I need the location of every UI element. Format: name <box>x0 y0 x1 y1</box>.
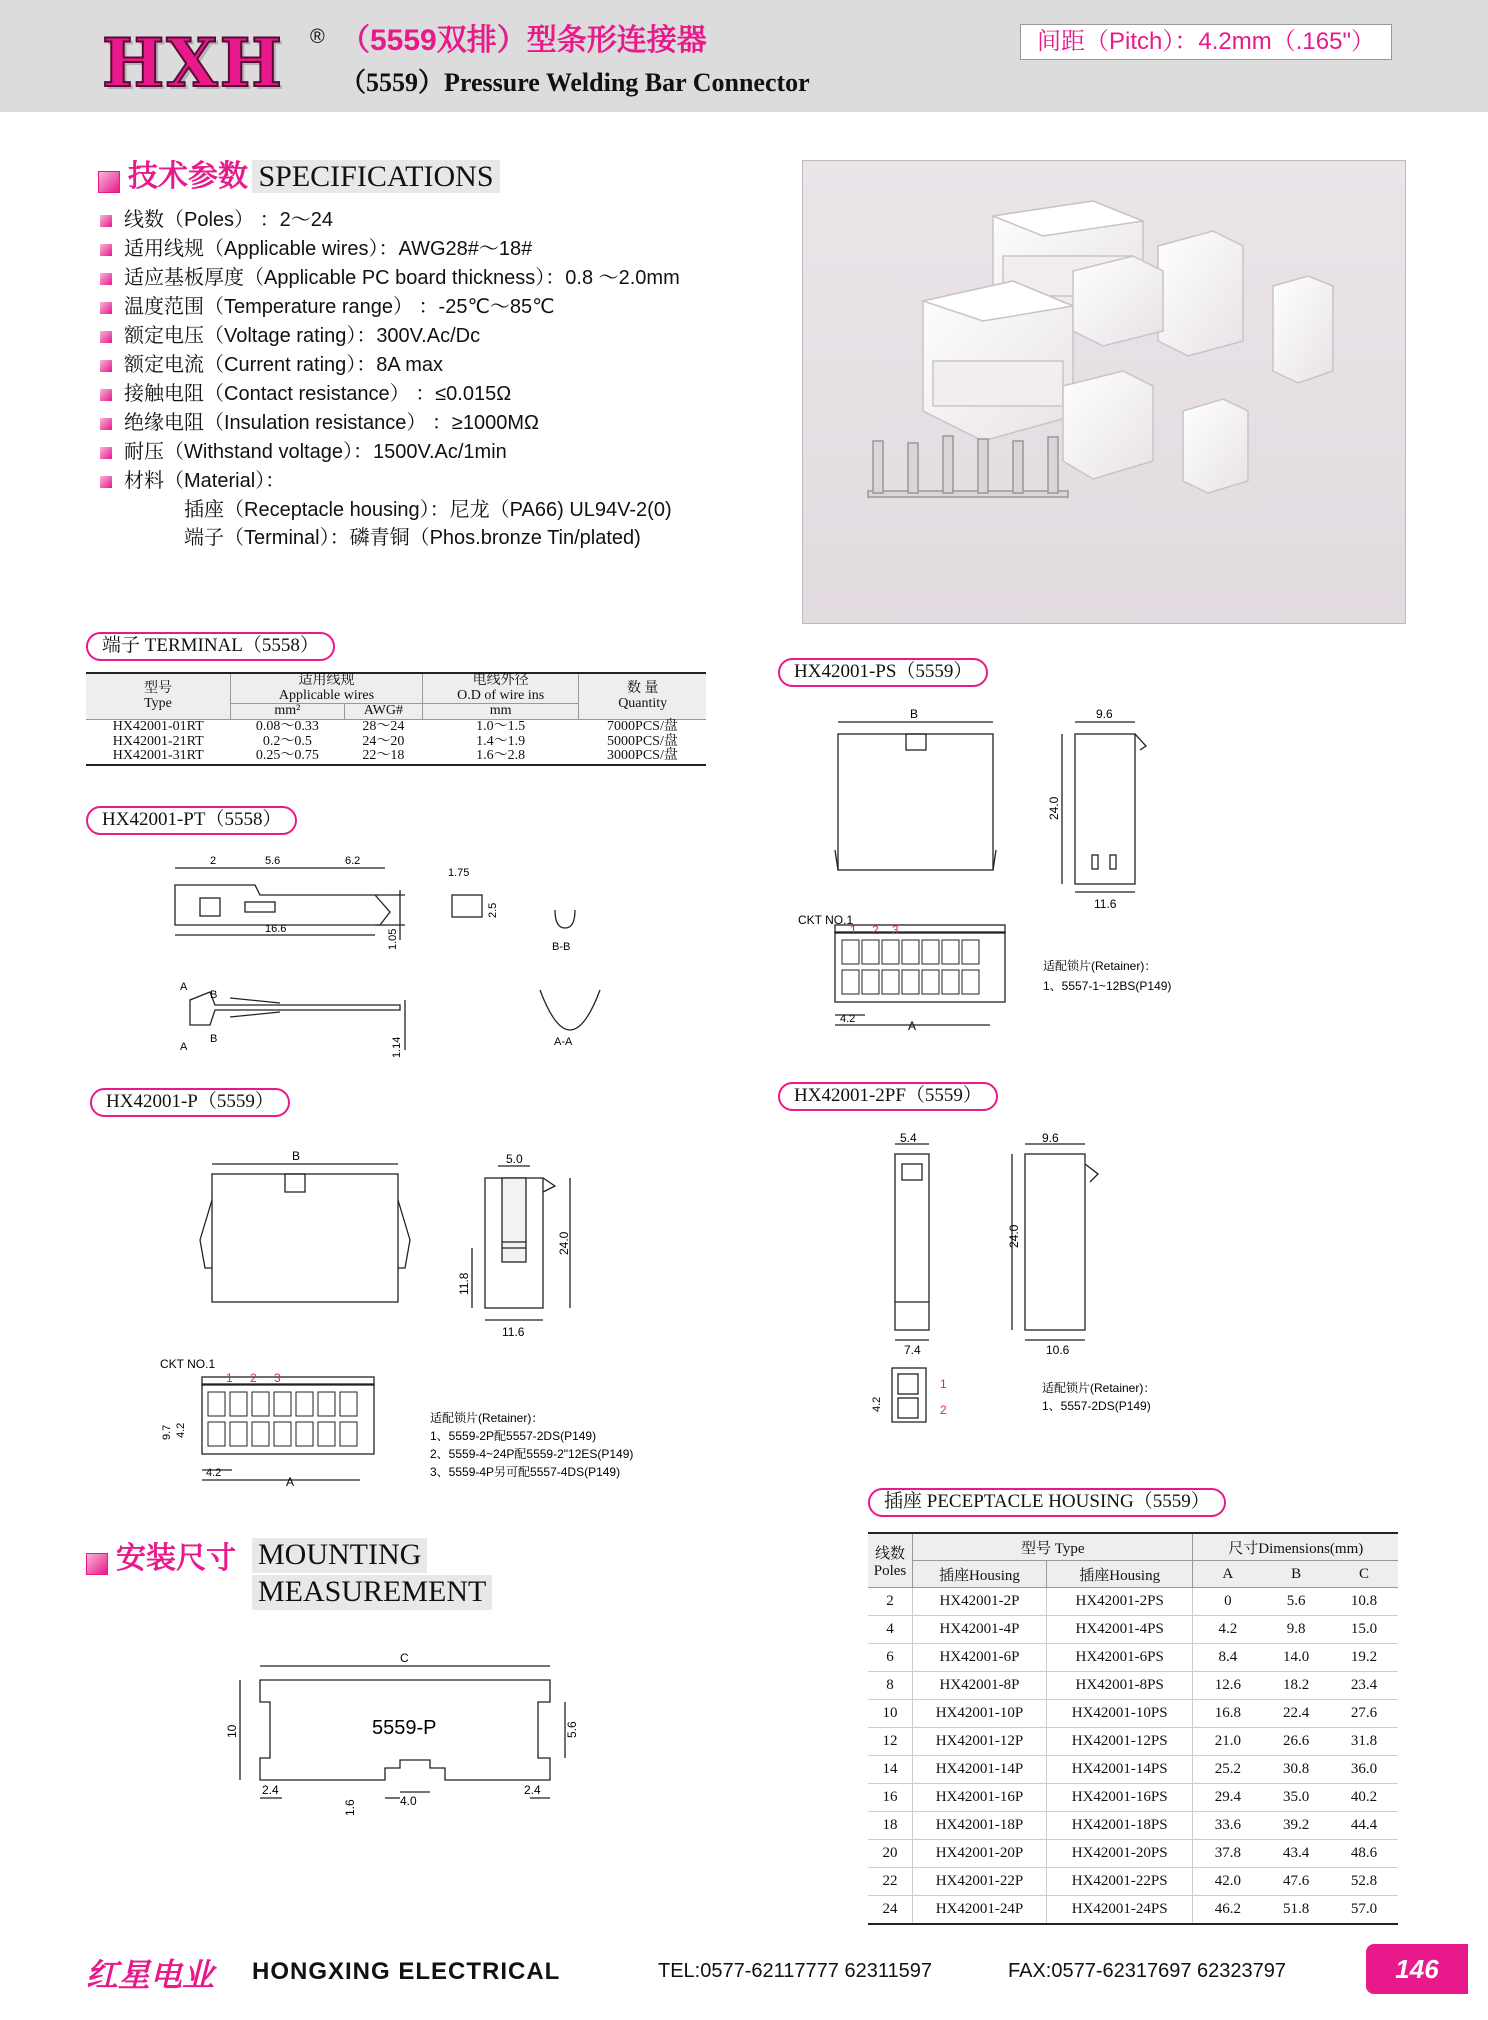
hxh-logo: HXH <box>102 24 284 102</box>
terminal-label: 端子 TERMINAL（5558） <box>86 632 335 661</box>
ckt-label: CKT NO.1 <box>798 913 854 927</box>
bullet-icon <box>100 476 112 488</box>
pin-number: 1 <box>226 1371 233 1385</box>
dim-label: 16.6 <box>265 923 287 935</box>
mount-heading-en2: MEASUREMENT <box>252 1575 492 1610</box>
dim-label: 5.6 <box>265 855 281 867</box>
table-cell: 46.2 <box>1214 1901 1241 1917</box>
col-wires: 适用线规 Applicable wires <box>231 673 423 704</box>
spec-item: 适应基板厚度（Applicable PC board thickness）：0.8 ～2.0mm <box>100 268 680 288</box>
spec-item: 绝缘电阻（Insulation resistance） ：≥1000MΩ <box>100 413 539 433</box>
retainer-item: 1、5557-1~12BS(P149) <box>1043 979 1172 993</box>
table-cell: HX42001-2P <box>913 1588 1047 1616</box>
table-cell: 37.8 <box>1214 1845 1241 1861</box>
p-drawing <box>150 1130 710 1500</box>
pin-number: 2 <box>250 1371 257 1385</box>
table-cell: 42.0 <box>1214 1873 1241 1889</box>
pf-drawing <box>850 1130 1250 1430</box>
col-type: 型号 Type <box>913 1533 1193 1561</box>
bullet-icon <box>100 273 112 285</box>
spec-item: 额定电压（Voltage rating）：300V.Ac/Dc <box>100 326 480 346</box>
col-mm: mm <box>422 704 578 720</box>
table-row <box>868 1756 1398 1784</box>
table-row <box>868 1644 1398 1672</box>
table-cell: 10 <box>868 1700 913 1728</box>
dim-label: 4.2 <box>206 1467 222 1479</box>
ps-drawing <box>790 700 1220 1040</box>
ps-cavity-grid <box>842 940 979 994</box>
table-cell: 18 <box>868 1812 913 1840</box>
col-housing-p: 插座Housing <box>913 1561 1047 1588</box>
dim-label: 5.0 <box>506 1152 523 1166</box>
dim-label: 11.6 <box>1094 897 1117 911</box>
section-marker: A <box>180 981 188 993</box>
dim-label: 9.6 <box>1042 1131 1059 1145</box>
col-awg: AWG# <box>344 704 422 720</box>
dim-label: 5.6 <box>565 1721 579 1738</box>
table-cell: 9.8 <box>1286 1621 1306 1637</box>
footer-company-cn: 红星电业 <box>86 1957 215 1993</box>
table-cell: 20 <box>868 1840 913 1868</box>
bullet-icon <box>100 360 112 372</box>
table-cell: 44.4 <box>1350 1817 1378 1833</box>
table-cell: 14.0 <box>1282 1649 1310 1665</box>
dim-label: 2 <box>210 855 217 867</box>
table-cell: 24 <box>868 1896 913 1925</box>
dim-label: 11.6 <box>502 1325 525 1339</box>
table-row: HX42001-01RT 0.08～0.33 28～24 1.0～1.5 7000PCS/盘 <box>112 719 678 735</box>
pin-number: 2 <box>872 923 879 937</box>
dim-label: B <box>910 707 919 721</box>
table-cell: 23.4 <box>1350 1677 1378 1693</box>
section-label: B-B <box>552 941 571 953</box>
table-cell: HX42001-12PS <box>1046 1728 1193 1756</box>
pf-label: HX42001-2PF（5559） <box>778 1082 998 1111</box>
table-cell: HX42001-20PS <box>1046 1840 1193 1868</box>
table-cell: 22 <box>868 1868 913 1896</box>
bullet-icon <box>100 418 112 430</box>
dim-label: 24.0 <box>1007 1224 1021 1248</box>
table-cell: HX42001-18P <box>913 1812 1047 1840</box>
dim-label: 10 <box>225 1724 239 1738</box>
col-od: 电线外径 O.D of wire ins <box>422 673 578 704</box>
table-cell: 15.0 <box>1350 1621 1378 1637</box>
table-cell: HX42001-6PS <box>1046 1644 1193 1672</box>
dim-label: 4.2 <box>175 1422 187 1438</box>
table-cell: 18.2 <box>1282 1677 1310 1693</box>
product-photo <box>802 160 1406 624</box>
spec-item: 额定电流（Current rating）：8A max <box>100 355 443 375</box>
table-cell: HX42001-10PS <box>1046 1700 1193 1728</box>
section-marker: A <box>180 1041 188 1053</box>
dim-label: 2.5 <box>487 902 499 918</box>
table-row <box>868 1672 1398 1700</box>
table-cell: 6 <box>868 1644 913 1672</box>
col-mm2: mm² <box>231 704 345 720</box>
retainer-item: 1、5557-2DS(P149) <box>1042 1399 1151 1413</box>
table-cell: HX42001-6P <box>913 1644 1047 1672</box>
table-cell: 12.6 <box>1214 1677 1241 1693</box>
col-a: A <box>1193 1561 1262 1588</box>
pink-square-icon <box>98 171 120 193</box>
table-cell: 22.4 <box>1282 1705 1310 1721</box>
table-cell: 19.2 <box>1350 1649 1378 1665</box>
retainer-item: 3、5559-4P另可配5557-4DS(P149) <box>430 1465 621 1479</box>
page-number: 146 <box>1366 1944 1468 1994</box>
table-row <box>868 1700 1398 1728</box>
footer-company-en: HONGXING ELECTRICAL <box>252 1958 561 1985</box>
spec-item: 接触电阻（Contact resistance） ：≤0.015Ω <box>100 384 511 404</box>
pt-drawing <box>160 850 620 1070</box>
spec-material-item: 插座（Receptacle housing）：尼龙（PA66) UL94V-2(0) <box>184 499 672 521</box>
dim-label: 24.0 <box>1047 796 1061 820</box>
spec-item: 材料（Material）： <box>100 471 285 491</box>
footer-fax: FAX:0577-62317697 62323797 <box>1008 1960 1287 1982</box>
col-qty: 数 量 Quantity <box>618 680 668 711</box>
table-cell: 8 <box>868 1672 913 1700</box>
mount-part-name: 5559-P <box>372 1717 437 1739</box>
terminal-table <box>86 672 706 766</box>
table-cell: 14 <box>868 1756 913 1784</box>
mount-heading-en1: MOUNTING <box>252 1538 427 1573</box>
dim-label: 10.6 <box>1046 1343 1070 1357</box>
dim-label: 24.0 <box>557 1231 571 1255</box>
table-cell: 35.0 <box>1282 1789 1310 1805</box>
table-cell: HX42001-8P <box>913 1672 1047 1700</box>
table-cell: 5.6 <box>1286 1593 1306 1609</box>
spec-item: 适用线规（Applicable wires）：AWG28#～18# <box>100 239 532 259</box>
pt-label: HX42001-PT（5558） <box>86 806 297 835</box>
col-housing-ps: 插座Housing <box>1046 1561 1193 1588</box>
dim-label: 6.2 <box>345 855 361 867</box>
table-cell: 51.8 <box>1282 1901 1310 1917</box>
table-cell: HX42001-12P <box>913 1728 1047 1756</box>
bullet-icon <box>100 244 112 256</box>
table-cell: HX42001-14P <box>913 1756 1047 1784</box>
table-cell: 36.0 <box>1350 1761 1378 1777</box>
spec-material-item: 端子（Terminal）：磷青铜（Phos.bronze Tin/plated) <box>184 527 641 549</box>
p-cavity-grid <box>208 1392 357 1446</box>
bullet-icon <box>100 331 112 343</box>
table-cell: HX42001-20P <box>913 1840 1047 1868</box>
table-cell: 40.2 <box>1350 1789 1378 1805</box>
col-type: 型号 Type <box>86 673 231 720</box>
spec-item: 耐压（Withstand voltage）：1500V.Ac/1min <box>100 442 507 462</box>
table-cell: HX42001-4PS <box>1046 1616 1193 1644</box>
table-row: HX42001-21RT 0.2～0.5 24～20 1.4～1.9 5000PCS/盘 <box>112 733 678 749</box>
table-cell: 2 <box>868 1588 913 1616</box>
section-marker: B <box>210 989 218 1001</box>
pitch-box: 间距（Pitch）：4.2mm（.165"） <box>1020 24 1392 60</box>
dim-label: 11.8 <box>457 1272 471 1295</box>
table-cell: HX42001-10P <box>913 1700 1047 1728</box>
col-poles: 线数 Poles <box>868 1533 913 1588</box>
table-cell: HX42001-16P <box>913 1784 1047 1812</box>
ps-label: HX42001-PS（5559） <box>778 658 988 687</box>
dim-label: 4.2 <box>871 1396 883 1412</box>
table-cell: 27.6 <box>1350 1705 1378 1721</box>
dim-label: 7.4 <box>904 1343 921 1357</box>
table-cell: HX42001-16PS <box>1046 1784 1193 1812</box>
dim-label: 2.4 <box>524 1783 541 1797</box>
retainer-item: 1、5559-2P配5557-2DS(P149) <box>430 1429 597 1443</box>
retainer-title: 适配锁片(Retainer)： <box>1042 1381 1156 1395</box>
mount-drawing <box>220 1640 600 1830</box>
table-cell: 47.6 <box>1282 1873 1310 1889</box>
connector-photo-illustration <box>803 161 1405 623</box>
table-cell: HX42001-24PS <box>1046 1896 1193 1925</box>
table-cell: 33.6 <box>1214 1817 1241 1833</box>
table-cell: HX42001-18PS <box>1046 1812 1193 1840</box>
bullet-icon <box>100 215 112 227</box>
spec-heading <box>98 160 500 195</box>
table-cell: 31.8 <box>1350 1733 1378 1749</box>
dim-label: A <box>908 1019 917 1033</box>
table-cell: 0 <box>1224 1593 1232 1609</box>
p-label: HX42001-P（5559） <box>90 1088 290 1117</box>
table-cell: 10.8 <box>1350 1593 1378 1609</box>
dim-label: 4.2 <box>840 1013 856 1025</box>
dim-label: 9.7 <box>161 1424 173 1440</box>
pink-square-icon <box>86 1553 108 1575</box>
table-cell: 21.0 <box>1214 1733 1241 1749</box>
dim-label: 5.4 <box>900 1131 917 1145</box>
section-label: A-A <box>554 1036 573 1048</box>
table-cell: HX42001-22PS <box>1046 1868 1193 1896</box>
table-cell: 4.2 <box>1218 1621 1238 1637</box>
housing-label: 插座 PECEPTACLE HOUSING（5559） <box>868 1488 1226 1517</box>
spec-item: 温度范围（Temperature range） ：-25℃～85℃ <box>100 297 555 317</box>
table-cell: HX42001-2PS <box>1046 1588 1193 1616</box>
housing-table-body <box>868 1588 1398 1925</box>
table-cell: HX42001-22P <box>913 1868 1047 1896</box>
dim-label: 1.14 <box>391 1036 403 1058</box>
dim-label: C <box>400 1651 409 1665</box>
bullet-icon <box>100 389 112 401</box>
pin-number: 1 <box>940 1377 947 1391</box>
dim-label: 1.6 <box>343 1799 357 1816</box>
table-cell: 52.8 <box>1350 1873 1378 1889</box>
table-row <box>868 1728 1398 1756</box>
table-cell: 26.6 <box>1282 1733 1310 1749</box>
dim-label: 9.6 <box>1096 707 1113 721</box>
table-cell: 16.8 <box>1214 1705 1241 1721</box>
dim-label: 4.0 <box>400 1794 417 1808</box>
terminal-strip <box>868 436 1068 497</box>
housing-table <box>868 1532 1398 1925</box>
table-row <box>868 1784 1398 1812</box>
dim-label: B <box>292 1149 301 1163</box>
pin-number: 3 <box>892 923 899 937</box>
bullet-icon <box>100 447 112 459</box>
table-cell: 39.2 <box>1282 1817 1310 1833</box>
retainer-title: 适配锁片(Retainer)： <box>430 1411 544 1425</box>
dim-label: 1.05 <box>387 928 399 950</box>
table-cell: HX42001-4P <box>913 1616 1047 1644</box>
table-cell: HX42001-14PS <box>1046 1756 1193 1784</box>
section-marker: B <box>210 1033 218 1045</box>
table-cell: HX42001-24P <box>913 1896 1047 1925</box>
retainer-item: 2、5559-4~24P配5559-2"12ES(P149) <box>430 1447 634 1461</box>
table-cell: 4 <box>868 1616 913 1644</box>
spec-heading-en: SPECIFICATIONS <box>252 160 499 193</box>
mount-heading-cn: 安装尺寸 <box>116 1542 236 1575</box>
table-cell: HX42001-8PS <box>1046 1672 1193 1700</box>
table-row <box>868 1812 1398 1840</box>
mount-heading <box>86 1544 236 1575</box>
table-cell: 29.4 <box>1214 1789 1241 1805</box>
spec-item: 线数（Poles） ：2～24 <box>100 210 333 230</box>
table-cell: 57.0 <box>1350 1901 1378 1917</box>
table-row <box>868 1868 1398 1896</box>
table-cell: 16 <box>868 1784 913 1812</box>
table-row <box>868 1840 1398 1868</box>
pin-number: 2 <box>940 1403 947 1417</box>
table-cell: 12 <box>868 1728 913 1756</box>
spec-heading-cn: 技术参数 <box>128 160 248 193</box>
retainer-title: 适配锁片(Retainer)： <box>1043 959 1157 973</box>
dim-label: 1.75 <box>448 867 470 879</box>
table-row <box>868 1588 1398 1616</box>
table-row <box>868 1616 1398 1644</box>
col-c: C <box>1330 1561 1398 1588</box>
table-row <box>868 1896 1398 1925</box>
col-b: B <box>1262 1561 1330 1588</box>
table-cell: 25.2 <box>1214 1761 1241 1777</box>
dim-label: 2.4 <box>262 1783 279 1797</box>
footer-tel: TEL:0577-62117777 62311597 <box>658 1960 932 1982</box>
pin-number: 1 <box>850 923 857 937</box>
table-cell: 8.4 <box>1218 1649 1238 1665</box>
registered-mark: ® <box>310 26 325 48</box>
dim-label: A <box>286 1475 295 1489</box>
table-cell: 48.6 <box>1350 1845 1378 1861</box>
title-chinese: （5559双排）型条形连接器 <box>340 24 707 57</box>
ckt-label: CKT NO.1 <box>160 1357 216 1371</box>
bullet-icon <box>100 302 112 314</box>
title-english: （5559）Pressure Welding Bar Connector <box>340 68 810 97</box>
table-cell: 43.4 <box>1282 1845 1310 1861</box>
table-row: HX42001-31RT 0.25～0.75 22～18 1.6～2.8 3000PCS/盘 <box>112 748 678 764</box>
table-cell: 30.8 <box>1282 1761 1310 1777</box>
col-dimensions: 尺寸Dimensions(mm) <box>1193 1533 1398 1561</box>
pin-number: 3 <box>274 1371 281 1385</box>
